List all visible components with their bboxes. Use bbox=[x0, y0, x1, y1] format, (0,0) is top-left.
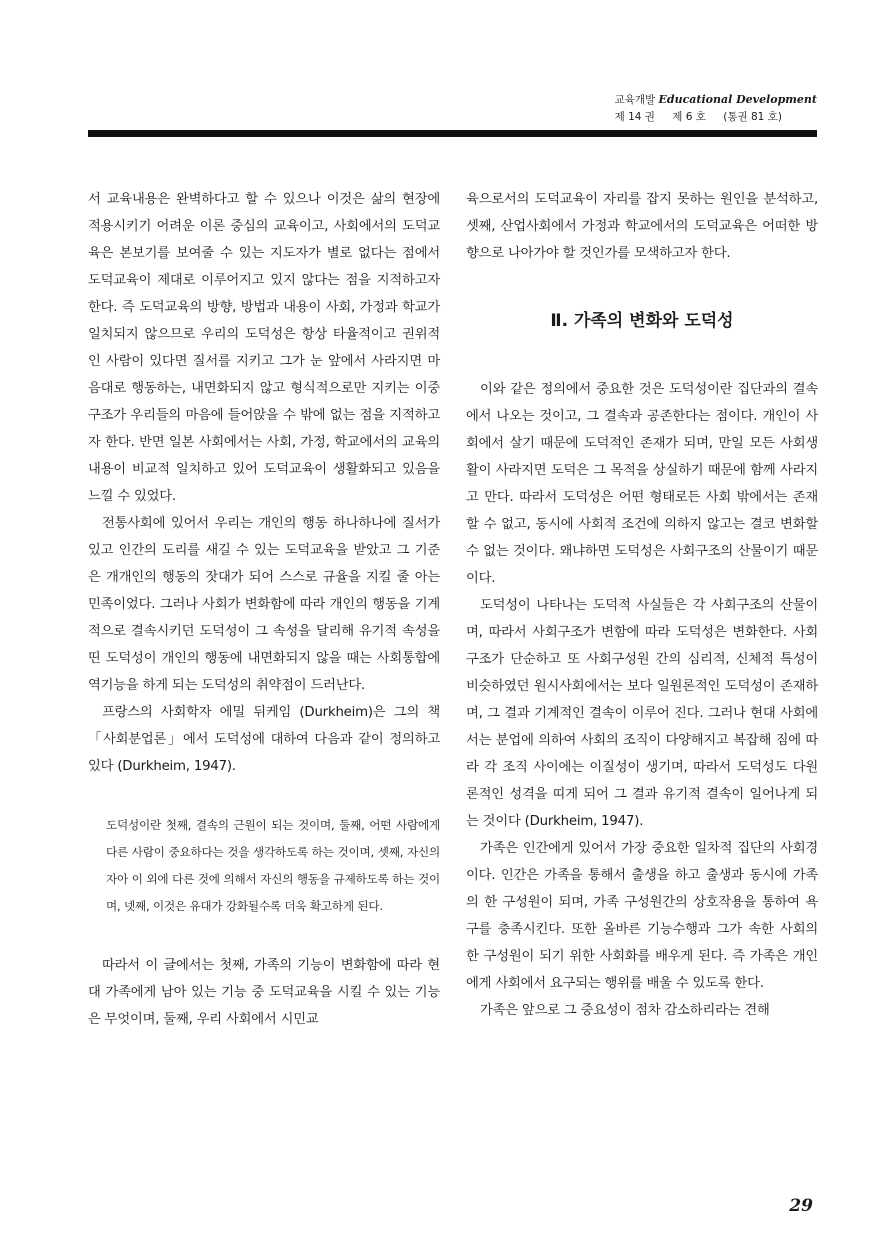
running-header bbox=[615, 91, 817, 126]
issue-info bbox=[615, 109, 817, 126]
page-number: 29 bbox=[789, 1196, 813, 1216]
body-paragraph: 도덕성이 나타나는 도덕적 사실들은 각 사회구조의 산물이며, 따라서 사회구조가 변함에 따라 도덕성은 변화한다. 사회구조가 단순하고 또 사회구성원 간의 심리적, 신체적 특성이 비슷하였던 원시사회에서는 보다 일원론적인 도덕성이 존재하며, 그 결과 기계적인 결속이 이루어 진다. 그러나 현대 사회에서는 분업에 의하여 사회의 조직이 다양해지고 복잡해 짐에 따라 각 조직 사이에는 이질성이 생기며, 따라서 도덕성도 다원론적인 성격을 띠게 되어 그 결과 유기적 결속이 일어나게 되는 것이다 (Durkheim, 1947). bbox=[466, 598, 818, 829]
header-rule bbox=[88, 130, 817, 137]
body-paragraph: 가족은 인간에게 있어서 가장 중요한 일차적 집단의 사회경이다. 인간은 가족을 통해서 출생을 하고 출생과 동시에 가족의 한 구성원이 되며, 가족 구성원간의 상호작용을 통하여 욕구를 충족시킨다. 또한 올바른 기능수행과 그가 속한 사회의 한 구성원이 되기 위한 사회화를 배우게 된다. 즉 가족은 개인에게 사회에서 요구되는 행위를 배울 수 있도록 한다. bbox=[466, 841, 818, 991]
body-paragraph: 프랑스의 사회학자 에밀 뒤케임 (Durkheim)은 그의 책 「사회분업론」에서 도덕성에 대하여 다음과 같이 정의하고 있다 (Durkheim, 1947). bbox=[88, 705, 440, 774]
left-column bbox=[88, 186, 440, 1033]
total-issue-number: (통권 81 호) bbox=[723, 111, 782, 123]
body-paragraph: 서 교육내용은 완벽하다고 할 수 있으나 이것은 삶의 현장에 적용시키기 어려운 이론 중심의 교육이고, 사회에서의 도덕교육은 본보기를 보여줄 수 있는 지도자가 별로 없다는 점에서 도덕교육이 제대로 이루어지고 있지 않다는 점을 지적하고자 한다. 즉 도덕교육의 방향, 방법과 내용이 사회, 가정과 학교가 일치되지 않으므로 우리의 도덕성은 항상 타율적이고 권위적인 사람이 있다면 질서를 지키고 그가 눈 앞에서 사라지면 마음대로 행동하는, 내면화되지 않고 형식적으로만 지키는 이중구조가 우리들의 마음에 들어앉을 수 밖에 없는 점을 지적하고자 한다. 반면 일본 사회에서는 사회, 가정, 학교에서의 교육의 내용이 비교적 일치하고 있어 도덕교육이 생활화되고 있음을 느낄 수 있었다. bbox=[88, 192, 440, 504]
body-paragraph: 이와 같은 정의에서 중요한 것은 도덕성이란 집단과의 결속에서 나오는 것이고, 그 결속과 공존한다는 점이다. 개인이 사회에서 살기 때문에 도덕적인 존재가 되며, 만일 모든 사회생활이 사라지면 도덕은 그 목적을 상실하기 때문에 함께 사라지고 만다. 따라서 도덕성은 어떤 형태로든 사회 밖에서는 존재할 수 없고, 동시에 사회적 조건에 의하지 않고는 결코 변화할 수 없는 것이다. 왜냐하면 도덕성은 사회구조의 산물이기 때문이다. bbox=[466, 382, 818, 586]
body-paragraph: 전통사회에 있어서 우리는 개인의 행동 하나하나에 질서가 있고 인간의 도리를 새길 수 있는 도덕교육을 받았고 그 기준은 개개인의 행동의 잣대가 되어 스스로 규율을 지킬 줄 아는 민족이었다. 그러나 사회가 변화함에 따라 개인의 행동을 기계적으로 결속시키던 도덕성이 그 속성을 달리해 유기적 속성을 띤 도덕성이 개인의 행동에 내면화되지 않을 때는 사회통합에 역기능을 하게 되는 도덕성의 취약점이 드러난다. bbox=[88, 516, 440, 693]
body-paragraph: 가족은 앞으로 그 중요성이 점차 감소하리라는 견해 bbox=[480, 1003, 770, 1018]
body-paragraph: 따라서 이 글에서는 첫째, 가족의 기능이 변화함에 따라 현대 가족에게 남아 있는 기능 중 도덕교육을 시킬 수 있는 기능은 무엇이며, 둘째, 우리 사회에서 시민교 bbox=[88, 958, 440, 1027]
body-paragraph: 육으로서의 도덕교육이 자리를 잡지 못하는 원인을 분석하고, 셋째, 산업사회에서 가정과 학교에서의 도덕교육은 어떠한 방향으로 나아가야 할 것인가를 모색하고자 한다. bbox=[466, 192, 818, 261]
journal-title bbox=[615, 91, 817, 109]
block-quote: 도덕성이란 첫째, 결속의 근원이 되는 것이며, 둘째, 어떤 사람에게 다른 사람이 중요하다는 것을 생각하도록 하는 것이며, 셋째, 자신의 자아 이 외에 다른 것에 의해서 자신의 행동을 규제하도록 하는 것이며, 넷째, 이것은 유대가 강화될수록 더욱 확고하게 된다. bbox=[106, 818, 440, 913]
volume-number: 제 14 권 bbox=[614, 111, 655, 123]
journal-title-english: Educational Development bbox=[658, 93, 817, 106]
section-heading: Ⅱ. 가족의 변화와 도덕성 bbox=[550, 311, 734, 331]
journal-title-korean: 교육개발 bbox=[614, 94, 656, 106]
right-column bbox=[466, 186, 818, 1024]
issue-number: 제 6 호 bbox=[672, 111, 706, 123]
